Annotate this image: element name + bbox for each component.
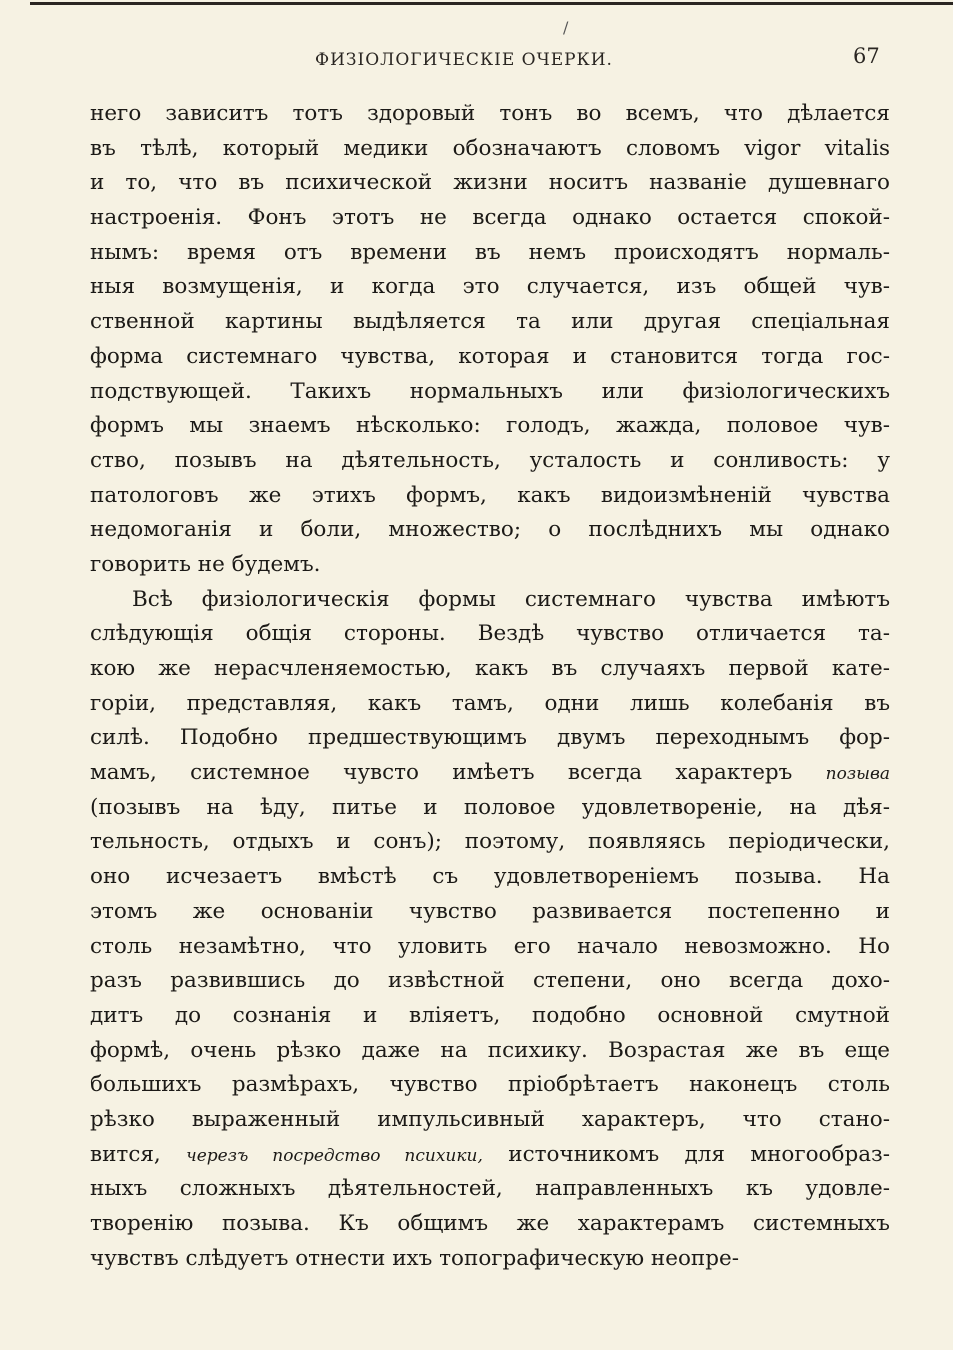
text-line [90, 1242, 890, 1277]
text-line [90, 444, 890, 479]
text-run: силѣ. Подобно предшествующимъ двумъ переходнымъ фор- [90, 725, 890, 751]
text-run: и то, что въ психической жизни носитъ названіе душевнаго [90, 170, 890, 196]
text-run: ственной картины выдѣляется та или другая спеціальная [90, 309, 890, 335]
text-line [90, 201, 890, 236]
text-run: форма системнаго чувства, которая и становится тогда гос- [90, 343, 890, 369]
text-line [90, 860, 890, 895]
text-line [90, 1172, 890, 1207]
text-run: кою же нерасчленяемостью, какъ въ случаяхъ первой кате- [90, 656, 890, 681]
text-line [90, 513, 890, 548]
text-run: ство, позывъ на дѣятельность, усталость и сонливость: у [90, 447, 890, 473]
italic-phrase: черезъ посредство психики, [186, 1145, 483, 1166]
text-run: въ тѣлѣ, который медики обозначаютъ словомъ vigor vitalis [90, 135, 890, 161]
text-run: патологовъ же этихъ формъ, какъ видоизмѣненій чувства [90, 482, 890, 508]
text-line [90, 1207, 890, 1242]
text-line [90, 1103, 890, 1138]
text-run: формѣ, очень рѣзко даже на психику. Возрастая же въ еще [90, 1037, 890, 1063]
text-run: ныя возмущенія, и когда это случается, изъ общей чув- [90, 274, 890, 300]
text-line [90, 409, 890, 444]
text-line [90, 930, 890, 965]
text-line [90, 305, 890, 340]
text-line [90, 548, 890, 583]
running-title: ФИЗІОЛОГИЧЕСКІЕ ОЧЕРКИ. [315, 50, 613, 70]
text-line [90, 964, 890, 999]
text-line [90, 617, 890, 652]
text-run: этомъ же основаніи чувство развивается постепенно и [90, 898, 890, 924]
text-run: столь незамѣтно, что уловить его начало невозможно. Но [90, 933, 890, 959]
text-run: дитъ до сознанія и вліяетъ, подобно основной смутной [90, 1002, 890, 1028]
text-run: творенію позыва. Къ общимъ же характерамъ системныхъ [90, 1211, 890, 1236]
text-line [90, 270, 890, 305]
text-run: источникомъ для многообраз- [482, 1141, 891, 1167]
text-run: недомоганія и боли, множество; о послѣднихъ мы однако [90, 517, 890, 543]
text-run: чувствъ слѣдуетъ отнести ихъ топографическую неопре- [90, 1245, 739, 1271]
text-line [90, 166, 890, 201]
page-number: 67 [853, 44, 880, 68]
text-line [90, 1068, 890, 1103]
text-run: говорить не будемъ. [90, 551, 321, 577]
text-line [90, 756, 890, 791]
text-line [90, 652, 890, 687]
text-line [90, 895, 890, 930]
text-line [90, 791, 890, 826]
text-run: большихъ размѣрахъ, чувство пріобрѣтаетъ наконецъ столь [90, 1072, 890, 1098]
text-line [90, 97, 890, 132]
text-line [90, 825, 890, 860]
text-line [90, 479, 890, 514]
text-run: тельность, отдыхъ и сонъ); поэтому, появляясь періодически, [90, 829, 890, 855]
text-line [90, 687, 890, 722]
text-line [90, 721, 890, 756]
text-run: Всѣ физіологическія формы системнаго чувства имѣютъ [132, 586, 890, 612]
text-run: него зависитъ тотъ здоровый тонъ во всемъ, что дѣлается [90, 101, 890, 126]
top-edge-rule [30, 2, 953, 5]
text-run: горіи, представляя, какъ тамъ, одни лишь колебанія въ [90, 690, 890, 716]
text-run: настроенія. Фонъ этотъ не всегда однако остается спокой- [90, 205, 890, 231]
text-line [90, 132, 890, 167]
text-run: мамъ, системное чувсто имѣетъ всегда характеръ [90, 760, 826, 786]
text-run: оно исчезаетъ вмѣстѣ съ удовлетвореніемъ позыва. На [90, 864, 890, 890]
italic-phrase: позыва [825, 764, 890, 785]
page-header [0, 44, 953, 74]
text-run: слѣдующія общія стороны. Вездѣ чувство отличается та- [90, 621, 890, 647]
text-line [90, 1034, 890, 1069]
text-run: нымъ: время отъ времени въ немъ происходятъ нормаль- [90, 239, 890, 265]
body-text [90, 97, 890, 1276]
text-run: подствующей. Такихъ нормальныхъ или физіологическихъ [90, 378, 890, 404]
print-speck: / [563, 18, 569, 37]
text-run: разъ развившись до извѣстной степени, оно всегда дохо- [90, 968, 890, 994]
text-line [90, 236, 890, 271]
text-line [90, 583, 890, 618]
text-line [90, 375, 890, 410]
text-run: вится, [90, 1141, 187, 1167]
text-run: (позывъ на ѣду, питье и половое удовлетвореніе, на дѣя- [90, 794, 890, 820]
text-run: рѣзко выраженный импульсивный характеръ, что стано- [90, 1106, 890, 1132]
text-run: формъ мы знаемъ нѣсколько: голодъ, жажда, половое чув- [90, 413, 890, 439]
text-line [90, 340, 890, 375]
text-run: ныхъ сложныхъ дѣятельностей, направленныхъ къ удовле- [90, 1176, 890, 1202]
text-line [90, 999, 890, 1034]
text-line [90, 1138, 890, 1173]
